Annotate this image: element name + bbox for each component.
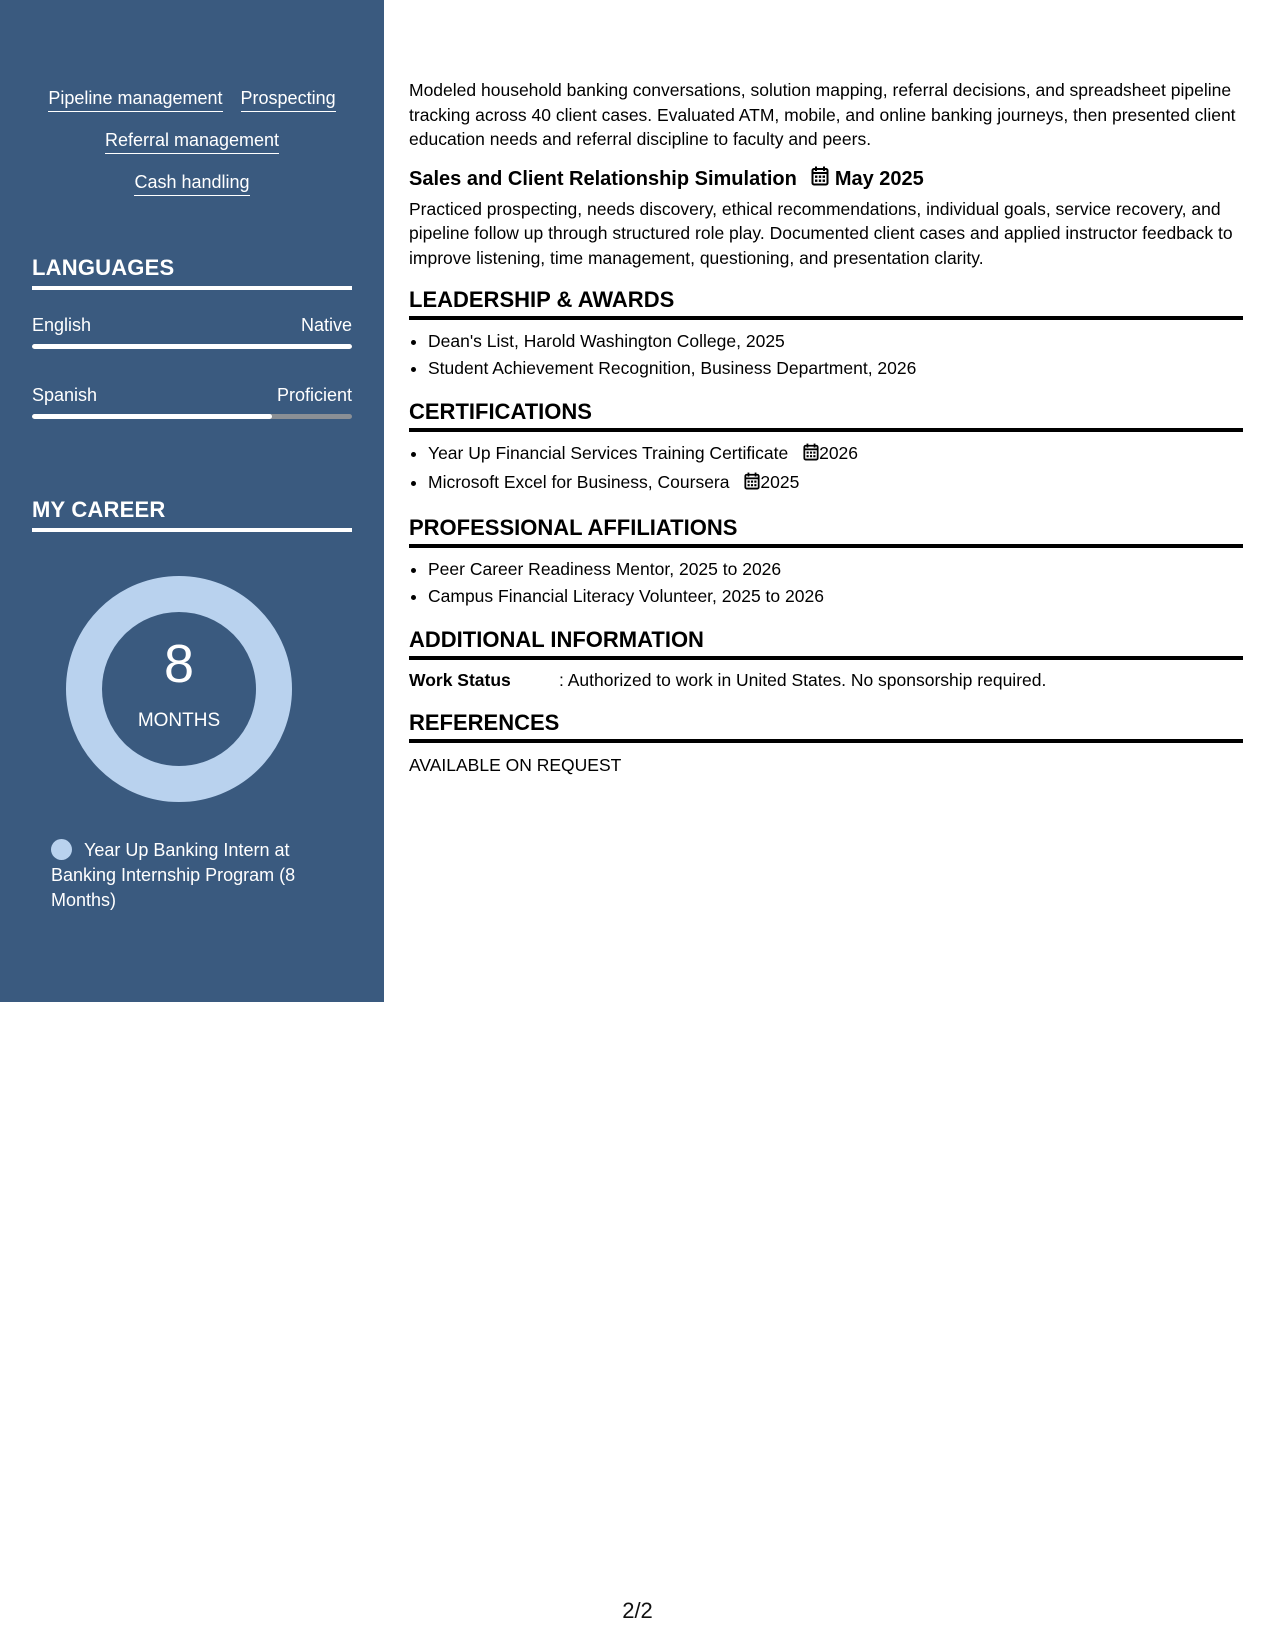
- career-total-months: 8: [163, 634, 195, 694]
- language-item-english: [32, 314, 352, 349]
- certification-date: 2026: [819, 443, 859, 463]
- career-donut-chart: [66, 576, 292, 802]
- work-status-label: Work Status: [409, 670, 511, 690]
- language-name: English: [32, 315, 92, 335]
- sidebar: [0, 0, 384, 1002]
- references-heading: REFERENCES: [409, 709, 1243, 743]
- calendar-icon: [803, 442, 819, 469]
- languages-heading: LANGUAGES: [32, 255, 352, 290]
- legend-dot-icon: [51, 839, 72, 860]
- career-unit-label: MONTHS: [137, 710, 221, 731]
- certifications-list: [409, 440, 1243, 498]
- certifications-heading: CERTIFICATIONS: [409, 398, 1243, 432]
- certification-name: Microsoft Excel for Business, Coursera: [428, 472, 730, 492]
- project-date: May 2025: [834, 168, 924, 190]
- list-item: • Dean's List, Harold Washington College, 2025: [428, 328, 1243, 355]
- work-status-value: : Authorized to work in United States. No sponsorship required.: [559, 670, 1047, 690]
- skill-tag-prospecting[interactable]: Prospecting: [241, 88, 336, 112]
- career-legend-text: Year Up Banking Intern at Banking Internship Program (8 Months): [51, 840, 296, 910]
- skill-row: [32, 172, 352, 196]
- skills-list: [32, 88, 352, 214]
- list-item: [428, 469, 1243, 498]
- project-title-row: [409, 166, 1243, 193]
- language-proficiency-fill: [32, 414, 272, 419]
- list-item: • Campus Financial Literacy Volunteer, 2025 to 2026: [428, 583, 1243, 610]
- list-item: • Peer Career Readiness Mentor, 2025 to 2026: [428, 556, 1243, 583]
- project-description: Practiced prospecting, needs discovery, ethical recommendations, individual goals, service recovery, and pipeline follow up through structured role play. Documented client cases and applied instructor feedback to improve listening, time management, questioning, and presentation clarity.: [409, 198, 1233, 268]
- language-proficiency-fill: [32, 344, 352, 349]
- leadership-heading: LEADERSHIP & AWARDS: [409, 286, 1243, 320]
- language-name: Spanish: [32, 385, 98, 405]
- main-content: [409, 78, 1243, 777]
- leadership-list: [409, 328, 1243, 382]
- list-item: • Student Achievement Recognition, Business Department, 2026: [428, 355, 1243, 382]
- calendar-icon: [744, 471, 760, 498]
- skill-tag-referral-management[interactable]: Referral management: [105, 130, 279, 154]
- additional-info-heading: ADDITIONAL INFORMATION: [409, 626, 1243, 660]
- project-title: Sales and Client Relationship Simulation: [409, 168, 797, 190]
- page-number: 2/2: [622, 1598, 653, 1623]
- career-heading: MY CAREER: [32, 497, 352, 532]
- skill-row: [32, 88, 352, 112]
- work-status-row: [409, 668, 1243, 693]
- certification-date: 2025: [760, 472, 800, 492]
- affiliations-heading: PROFESSIONAL AFFILIATIONS: [409, 514, 1243, 548]
- language-proficiency-bar: [32, 414, 352, 419]
- certification-name: Year Up Financial Services Training Certificate: [428, 443, 789, 463]
- language-proficiency-bar: [32, 344, 352, 349]
- language-level: Proficient: [276, 385, 352, 405]
- skill-tag-pipeline-management[interactable]: Pipeline management: [48, 88, 222, 112]
- language-item-spanish: [32, 384, 352, 419]
- list-item: [428, 440, 1243, 469]
- references-text: AVAILABLE ON REQUEST: [409, 754, 622, 775]
- affiliations-list: [409, 556, 1243, 610]
- calendar-icon: [811, 166, 829, 193]
- skill-tag-cash-handling[interactable]: Cash handling: [134, 172, 249, 196]
- skill-row: [32, 130, 352, 154]
- career-legend: [51, 838, 341, 913]
- language-level: Native: [300, 315, 352, 335]
- intro-paragraph: Modeled household banking conversations, solution mapping, referral decisions, and spreadsheet pipeline tracking across 40 client cases. Evaluated ATM, mobile, and online banking journeys, then presented client education needs and referral discipline to faculty and peers.: [409, 80, 1236, 149]
